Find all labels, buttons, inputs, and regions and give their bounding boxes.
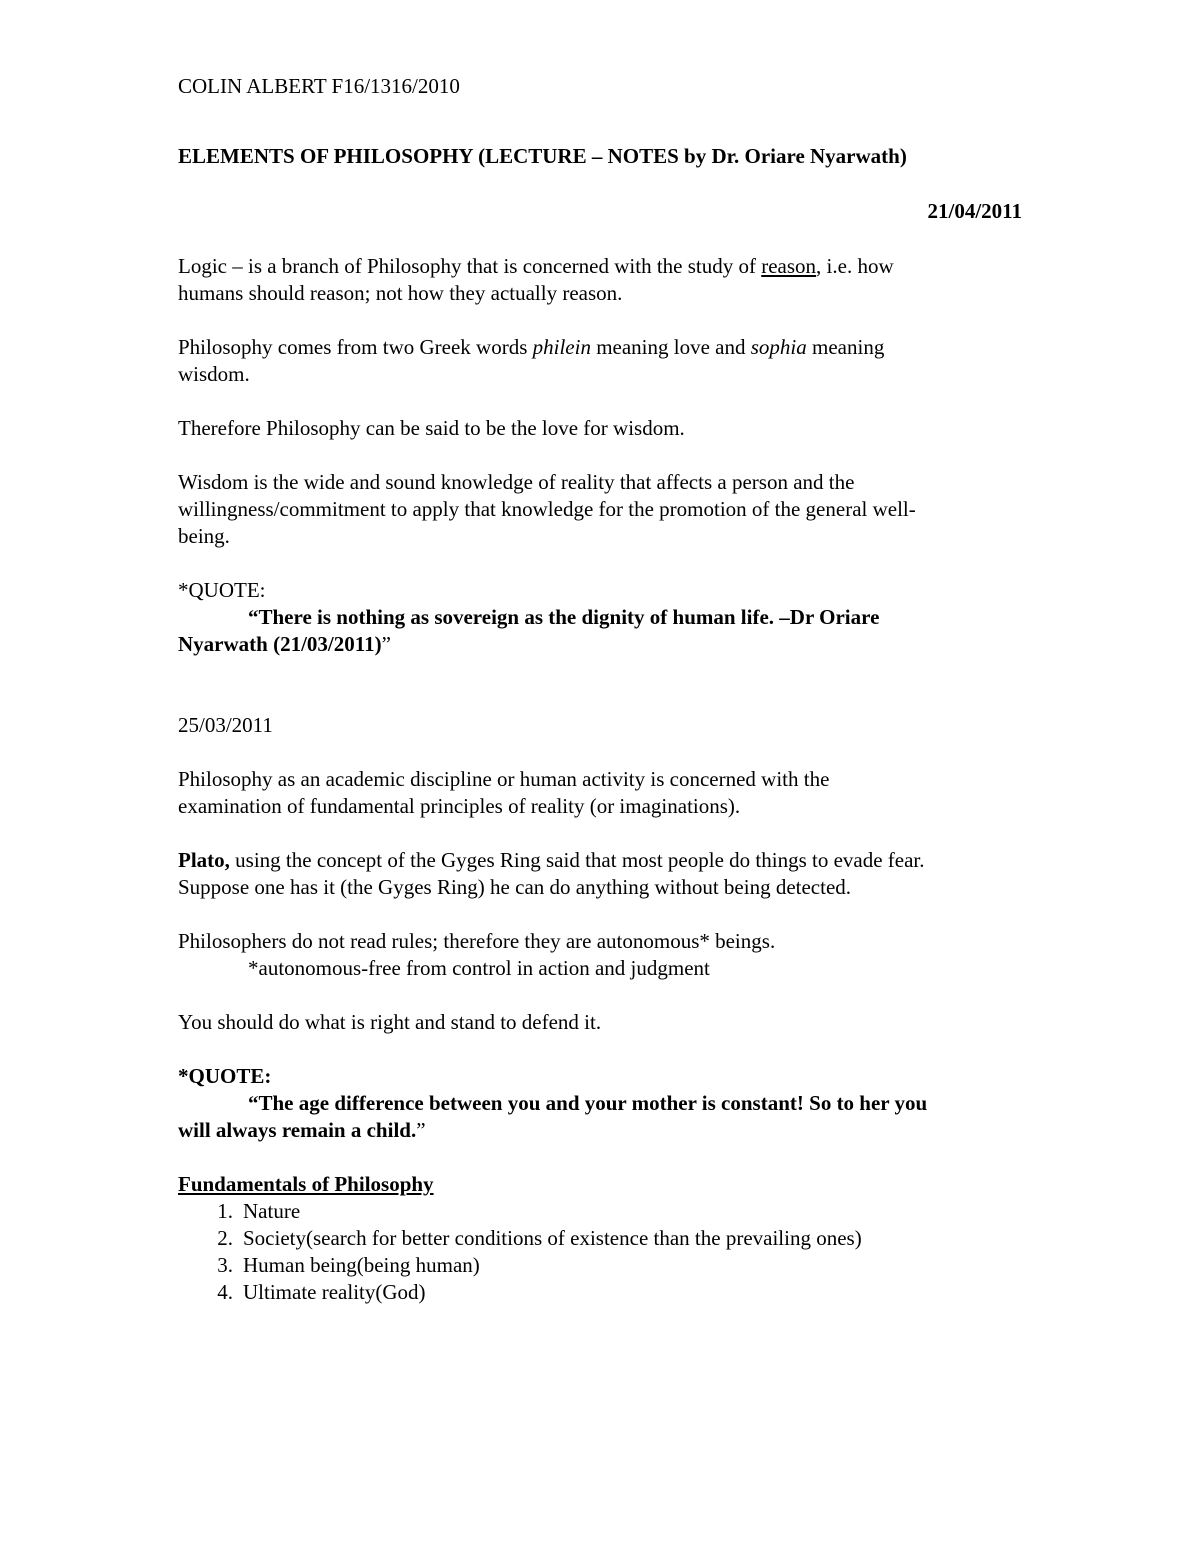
list-number: 4.	[217, 1280, 233, 1304]
list-item	[207, 1225, 862, 1251]
logic-text-end: , i.e. how	[816, 254, 894, 278]
date-heading: 21/04/2011	[927, 199, 1022, 223]
quote-attribution: Nyarwath (21/03/2011)	[178, 632, 382, 656]
quote2-line-2	[178, 1117, 426, 1143]
logic-text: Logic – is a branch of Philosophy that is concerned with the study of	[178, 254, 762, 278]
quote-close-mark: ”	[381, 632, 391, 656]
plato-paragraph-line-1	[178, 847, 925, 873]
philein-term: philein	[532, 335, 591, 359]
etymology-text-mid: meaning love and	[590, 335, 751, 359]
list-text: Society(search for better conditions of existence than the prevailing ones)	[243, 1226, 862, 1250]
wisdom-paragraph-line-3: being.	[178, 524, 230, 548]
right-paragraph: You should do what is right and stand to defend it.	[178, 1010, 602, 1034]
quote-line-1: “There is nothing as sovereign as the dignity of human life. –Dr Oriare	[248, 605, 880, 629]
academic-paragraph-line-2: examination of fundamental principles of reality (or imaginations).	[178, 794, 741, 818]
plato-text: using the concept of the Gyges Ring said that most people do things to evade fear.	[229, 848, 925, 872]
quote-label: *QUOTE:	[178, 578, 266, 602]
philosophers-paragraph: Philosophers do not read rules; therefore they are autonomous* beings.	[178, 929, 776, 953]
list-item	[207, 1198, 300, 1224]
quote-line-2	[178, 631, 391, 657]
fundamentals-heading: Fundamentals of Philosophy	[178, 1172, 434, 1196]
quote2-text: will always remain a child.	[178, 1118, 417, 1142]
list-item	[207, 1252, 480, 1278]
etymology-text: Philosophy comes from two Greek words	[178, 335, 533, 359]
list-number: 2.	[217, 1226, 233, 1250]
therefore-paragraph: Therefore Philosophy can be said to be the love for wisdom.	[178, 416, 685, 440]
etymology-text-end: meaning	[806, 335, 885, 359]
wisdom-paragraph-line-1: Wisdom is the wide and sound knowledge of reality that affects a person and the	[178, 470, 855, 494]
list-text: Human being(being human)	[243, 1253, 480, 1277]
list-number: 1.	[217, 1199, 233, 1223]
quote2-line-1: “The age difference between you and your mother is constant! So to her you	[248, 1091, 928, 1115]
list-item	[207, 1279, 426, 1305]
autonomous-footnote: *autonomous-free from control in action and judgment	[248, 956, 710, 980]
plato-name: Plato,	[178, 848, 230, 872]
list-number: 3.	[217, 1253, 233, 1277]
logic-paragraph-line-2: humans should reason; not how they actually reason.	[178, 281, 623, 305]
quote2-close-mark: ”	[416, 1118, 426, 1142]
logic-paragraph-line-1	[178, 253, 894, 279]
philosophy-etymology-line-1	[178, 334, 884, 360]
quote-label-2: *QUOTE:	[178, 1064, 272, 1088]
philosophy-etymology-line-2: wisdom.	[178, 362, 250, 386]
date-heading-2: 25/03/2011	[178, 713, 273, 737]
author-line: COLIN ALBERT F16/1316/2010	[178, 74, 460, 98]
sophia-term: sophia	[750, 335, 807, 359]
plato-paragraph-line-2: Suppose one has it (the Gyges Ring) he can do anything without being detected.	[178, 875, 852, 899]
reason-term: reason	[761, 254, 817, 278]
wisdom-paragraph-line-2: willingness/commitment to apply that knowledge for the promotion of the general well-	[178, 497, 916, 521]
document-title: ELEMENTS OF PHILOSOPHY (LECTURE – NOTES by Dr. Oriare Nyarwath)	[178, 144, 907, 168]
list-text: Nature	[243, 1199, 301, 1223]
academic-paragraph-line-1: Philosophy as an academic discipline or human activity is concerned with the	[178, 767, 830, 791]
list-text: Ultimate reality(God)	[243, 1280, 426, 1304]
